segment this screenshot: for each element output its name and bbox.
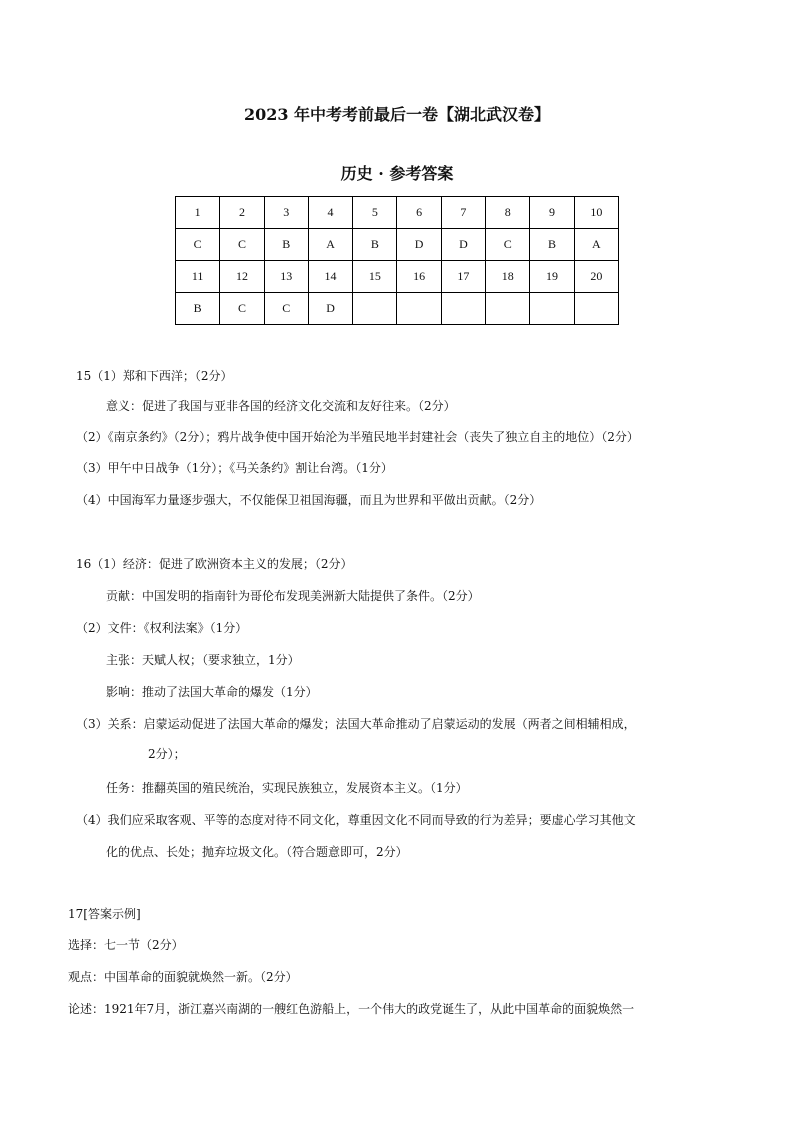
table-cell: 9 bbox=[530, 197, 574, 229]
table-cell: D bbox=[397, 229, 441, 261]
table-row bbox=[176, 197, 619, 229]
table-cell: 10 bbox=[574, 197, 618, 229]
table-cell: C bbox=[264, 293, 308, 325]
q16-line-10: 化的优点、长处；抛弃垃圾文化。（符合题意即可，2分） bbox=[106, 845, 408, 859]
table-cell bbox=[441, 293, 485, 325]
q16-line-4: 主张：天赋人权；（要求独立，1分） bbox=[106, 653, 300, 667]
table-cell bbox=[486, 293, 530, 325]
table-cell: 2 bbox=[220, 197, 264, 229]
table-cell: 18 bbox=[486, 261, 530, 293]
table-cell: 15 bbox=[353, 261, 397, 293]
q16-line-6: （3）关系：启蒙运动促进了法国大革命的爆发；法国大革命推动了启蒙运动的发展（两者之间相辅相成， bbox=[76, 717, 636, 731]
q16-line-7: 2分）； bbox=[148, 747, 186, 761]
table-cell: B bbox=[264, 229, 308, 261]
table-cell: C bbox=[176, 229, 220, 261]
table-cell: C bbox=[220, 229, 264, 261]
table-cell: 5 bbox=[353, 197, 397, 229]
q16-line-1: 16（1）经济：促进了欧洲资本主义的发展；（2分） bbox=[76, 557, 353, 571]
table-row bbox=[176, 261, 619, 293]
table-cell: B bbox=[353, 229, 397, 261]
document-title: 2023 年中考考前最后一卷【湖北武汉卷】 bbox=[243, 105, 551, 124]
table-cell bbox=[530, 293, 574, 325]
table-cell: A bbox=[308, 229, 352, 261]
table-cell bbox=[353, 293, 397, 325]
q15-line-3: （2）《南京条约》（2分）；鸦片战争使中国开始沦为半殖民地半封建社会（丧失了独立自主的地位）（2分） bbox=[76, 430, 639, 444]
q17-line-3: 观点：中国革命的面貌就焕然一新。（2分） bbox=[68, 970, 298, 984]
table-cell: 8 bbox=[486, 197, 530, 229]
table-cell bbox=[574, 293, 618, 325]
table-cell: D bbox=[441, 229, 485, 261]
table-cell: 16 bbox=[397, 261, 441, 293]
table-cell: 3 bbox=[264, 197, 308, 229]
table-cell: D bbox=[308, 293, 352, 325]
q16-line-2: 贡献：中国发明的指南针为哥伦布发现美洲新大陆提供了条件。（2分） bbox=[106, 589, 480, 603]
table-cell: 7 bbox=[441, 197, 485, 229]
table-cell: 12 bbox=[220, 261, 264, 293]
table-cell: C bbox=[486, 229, 530, 261]
table-cell: 11 bbox=[176, 261, 220, 293]
table-cell: C bbox=[220, 293, 264, 325]
answer-table bbox=[175, 196, 619, 325]
q16-line-9: （4）我们应采取客观、平等的态度对待不同文化，尊重因文化不同而导致的行为差异；要虚心学习其他文 bbox=[76, 813, 636, 827]
table-cell: A bbox=[574, 229, 618, 261]
table-cell: 19 bbox=[530, 261, 574, 293]
q16-line-3: （2）文件：《权利法案》（1分） bbox=[76, 621, 248, 635]
q17-line-4: 论述：1921年7月，浙江嘉兴南湖的一艘红色游船上，一个伟大的政党诞生了，从此中国革命的面貌焕然一 bbox=[68, 1002, 635, 1016]
q15-line-4: （3）甲午中日战争（1分）；《马关条约》割让台湾。（1分） bbox=[76, 461, 393, 475]
table-cell: 14 bbox=[308, 261, 352, 293]
table-cell: 20 bbox=[574, 261, 618, 293]
table-cell: 1 bbox=[176, 197, 220, 229]
table-row bbox=[176, 293, 619, 325]
q17-line-2: 选择：七一节（2分） bbox=[68, 938, 184, 952]
table-cell: 13 bbox=[264, 261, 308, 293]
q16-line-5: 影响：推动了法国大革命的爆发（1分） bbox=[106, 685, 318, 699]
q16-line-8: 任务：推翻英国的殖民统治，实现民族独立，发展资本主义。（1分） bbox=[106, 781, 468, 795]
table-cell: B bbox=[176, 293, 220, 325]
answer-key-subtitle: 历史 · 参考答案 bbox=[340, 164, 454, 183]
table-row bbox=[176, 229, 619, 261]
q15-line-2: 意义：促进了我国与亚非各国的经济文化交流和友好往来。（2分） bbox=[106, 399, 456, 413]
table-cell: B bbox=[530, 229, 574, 261]
table-cell: 17 bbox=[441, 261, 485, 293]
table-cell: 4 bbox=[308, 197, 352, 229]
table-cell bbox=[397, 293, 441, 325]
q17-line-1: 17[答案示例] bbox=[68, 907, 141, 921]
table-cell: 6 bbox=[397, 197, 441, 229]
q15-line-1: 15（1）郑和下西洋；（2分） bbox=[76, 369, 233, 383]
q15-line-5: （4）中国海军力量逐步强大，不仅能保卫祖国海疆，而且为世界和平做出贡献。（2分） bbox=[76, 493, 542, 507]
